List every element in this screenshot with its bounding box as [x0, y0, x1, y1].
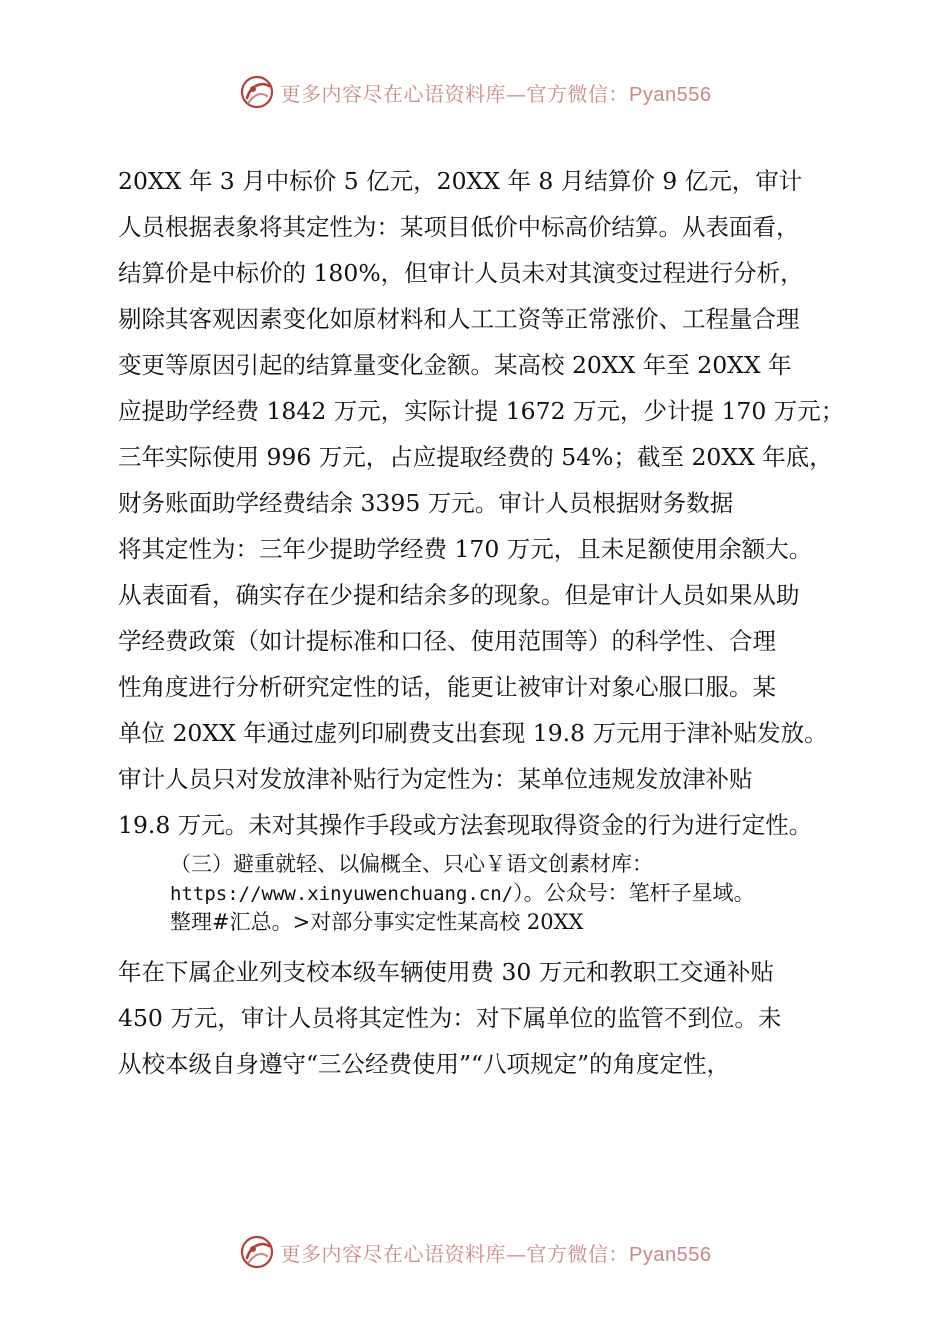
text-line: 性角度进行分析研究定性的话，能更让被审计对象心服口服。某 [118, 673, 776, 701]
text-line: 从校本级自身遵守“三公经费使用”“八项规定”的角度定性， [118, 1050, 731, 1078]
text-line: 单位 20XX 年通过虚列印刷费支出套现 19.8 万元用于津补贴发放。 [118, 719, 828, 747]
section-3-line-3: 整理#汇总。>对部分事实定性某高校 20XX [170, 910, 584, 934]
footer-handle: Pyan556 [629, 1243, 712, 1266]
text-line: 剔除其客观因素变化如原材料和人工工资等正常涨价、工程量合理 [118, 305, 800, 333]
document-body [118, 158, 878, 1087]
text-line: 财务账面助学经费结余 3395 万元。审计人员根据财务数据 [118, 489, 734, 517]
section-3-heading [170, 850, 878, 937]
text-line: 变更等原因引起的结算量变化金额。某高校 20XX 年至 20XX 年 [118, 351, 792, 379]
header-text: 更多内容尽在心语资料库—官方微信：Pyan556 [280, 81, 712, 106]
paragraph-2 [118, 949, 878, 1087]
text-line: 从表面看，确实存在少提和结余多的现象。但是审计人员如果从助 [118, 581, 800, 609]
text-line: 学经费政策（如计提标准和口径、使用范围等）的科学性、合理 [118, 627, 776, 655]
paragraph-1 [118, 158, 878, 848]
footer-banner [0, 1232, 950, 1272]
brand-logo-icon [239, 1234, 275, 1270]
text-line: 20XX 年 3 月中标价 5 亿元，20XX 年 8 月结算价 9 亿元，审计 [118, 167, 803, 195]
header-banner [0, 72, 950, 112]
text-line: 450 万元，审计人员将其定性为：对下属单位的监管不到位。未 [118, 1004, 782, 1032]
text-line: 三年实际使用 996 万元，占应提取经费的 54%；截至 20XX 年底， [118, 443, 833, 471]
brand-logo-icon [239, 74, 275, 110]
section-3-line-1: （三）避重就轻、以偏概全、只心￥语文创素材库： [170, 852, 653, 876]
section-3-line-2-rest: ）。公众号：笔杆子星域。 [513, 881, 755, 905]
text-line: 审计人员只对发放津补贴行为定性为：某单位违规发放津补贴 [118, 765, 753, 793]
text-line: 人员根据表象将其定性为：某项目低价中标高价结算。从表面看， [118, 213, 800, 241]
source-url: https://www.xinyuwenchuang.cn/ [170, 883, 514, 905]
section-3-line-2 [170, 879, 878, 908]
text-line: 年在下属企业列支校本级车辆使用费 30 万元和教职工交通补贴 [118, 958, 774, 986]
text-line: 将其定性为：三年少提助学经费 170 万元，且未足额使用余额大。 [118, 535, 813, 563]
text-line: 19.8 万元。未对其操作手段或方法套现取得资金的行为进行定性。 [118, 811, 813, 839]
text-line: 应提助学经费 1842 万元，实际计提 1672 万元，少计提 170 万元； [118, 397, 845, 425]
header-handle: Pyan556 [629, 83, 712, 106]
footer-text: 更多内容尽在心语资料库—官方微信：Pyan556 [280, 1241, 712, 1266]
text-line: 结算价是中标价的 180%，但审计人员未对其演变过程进行分析， [118, 259, 804, 287]
